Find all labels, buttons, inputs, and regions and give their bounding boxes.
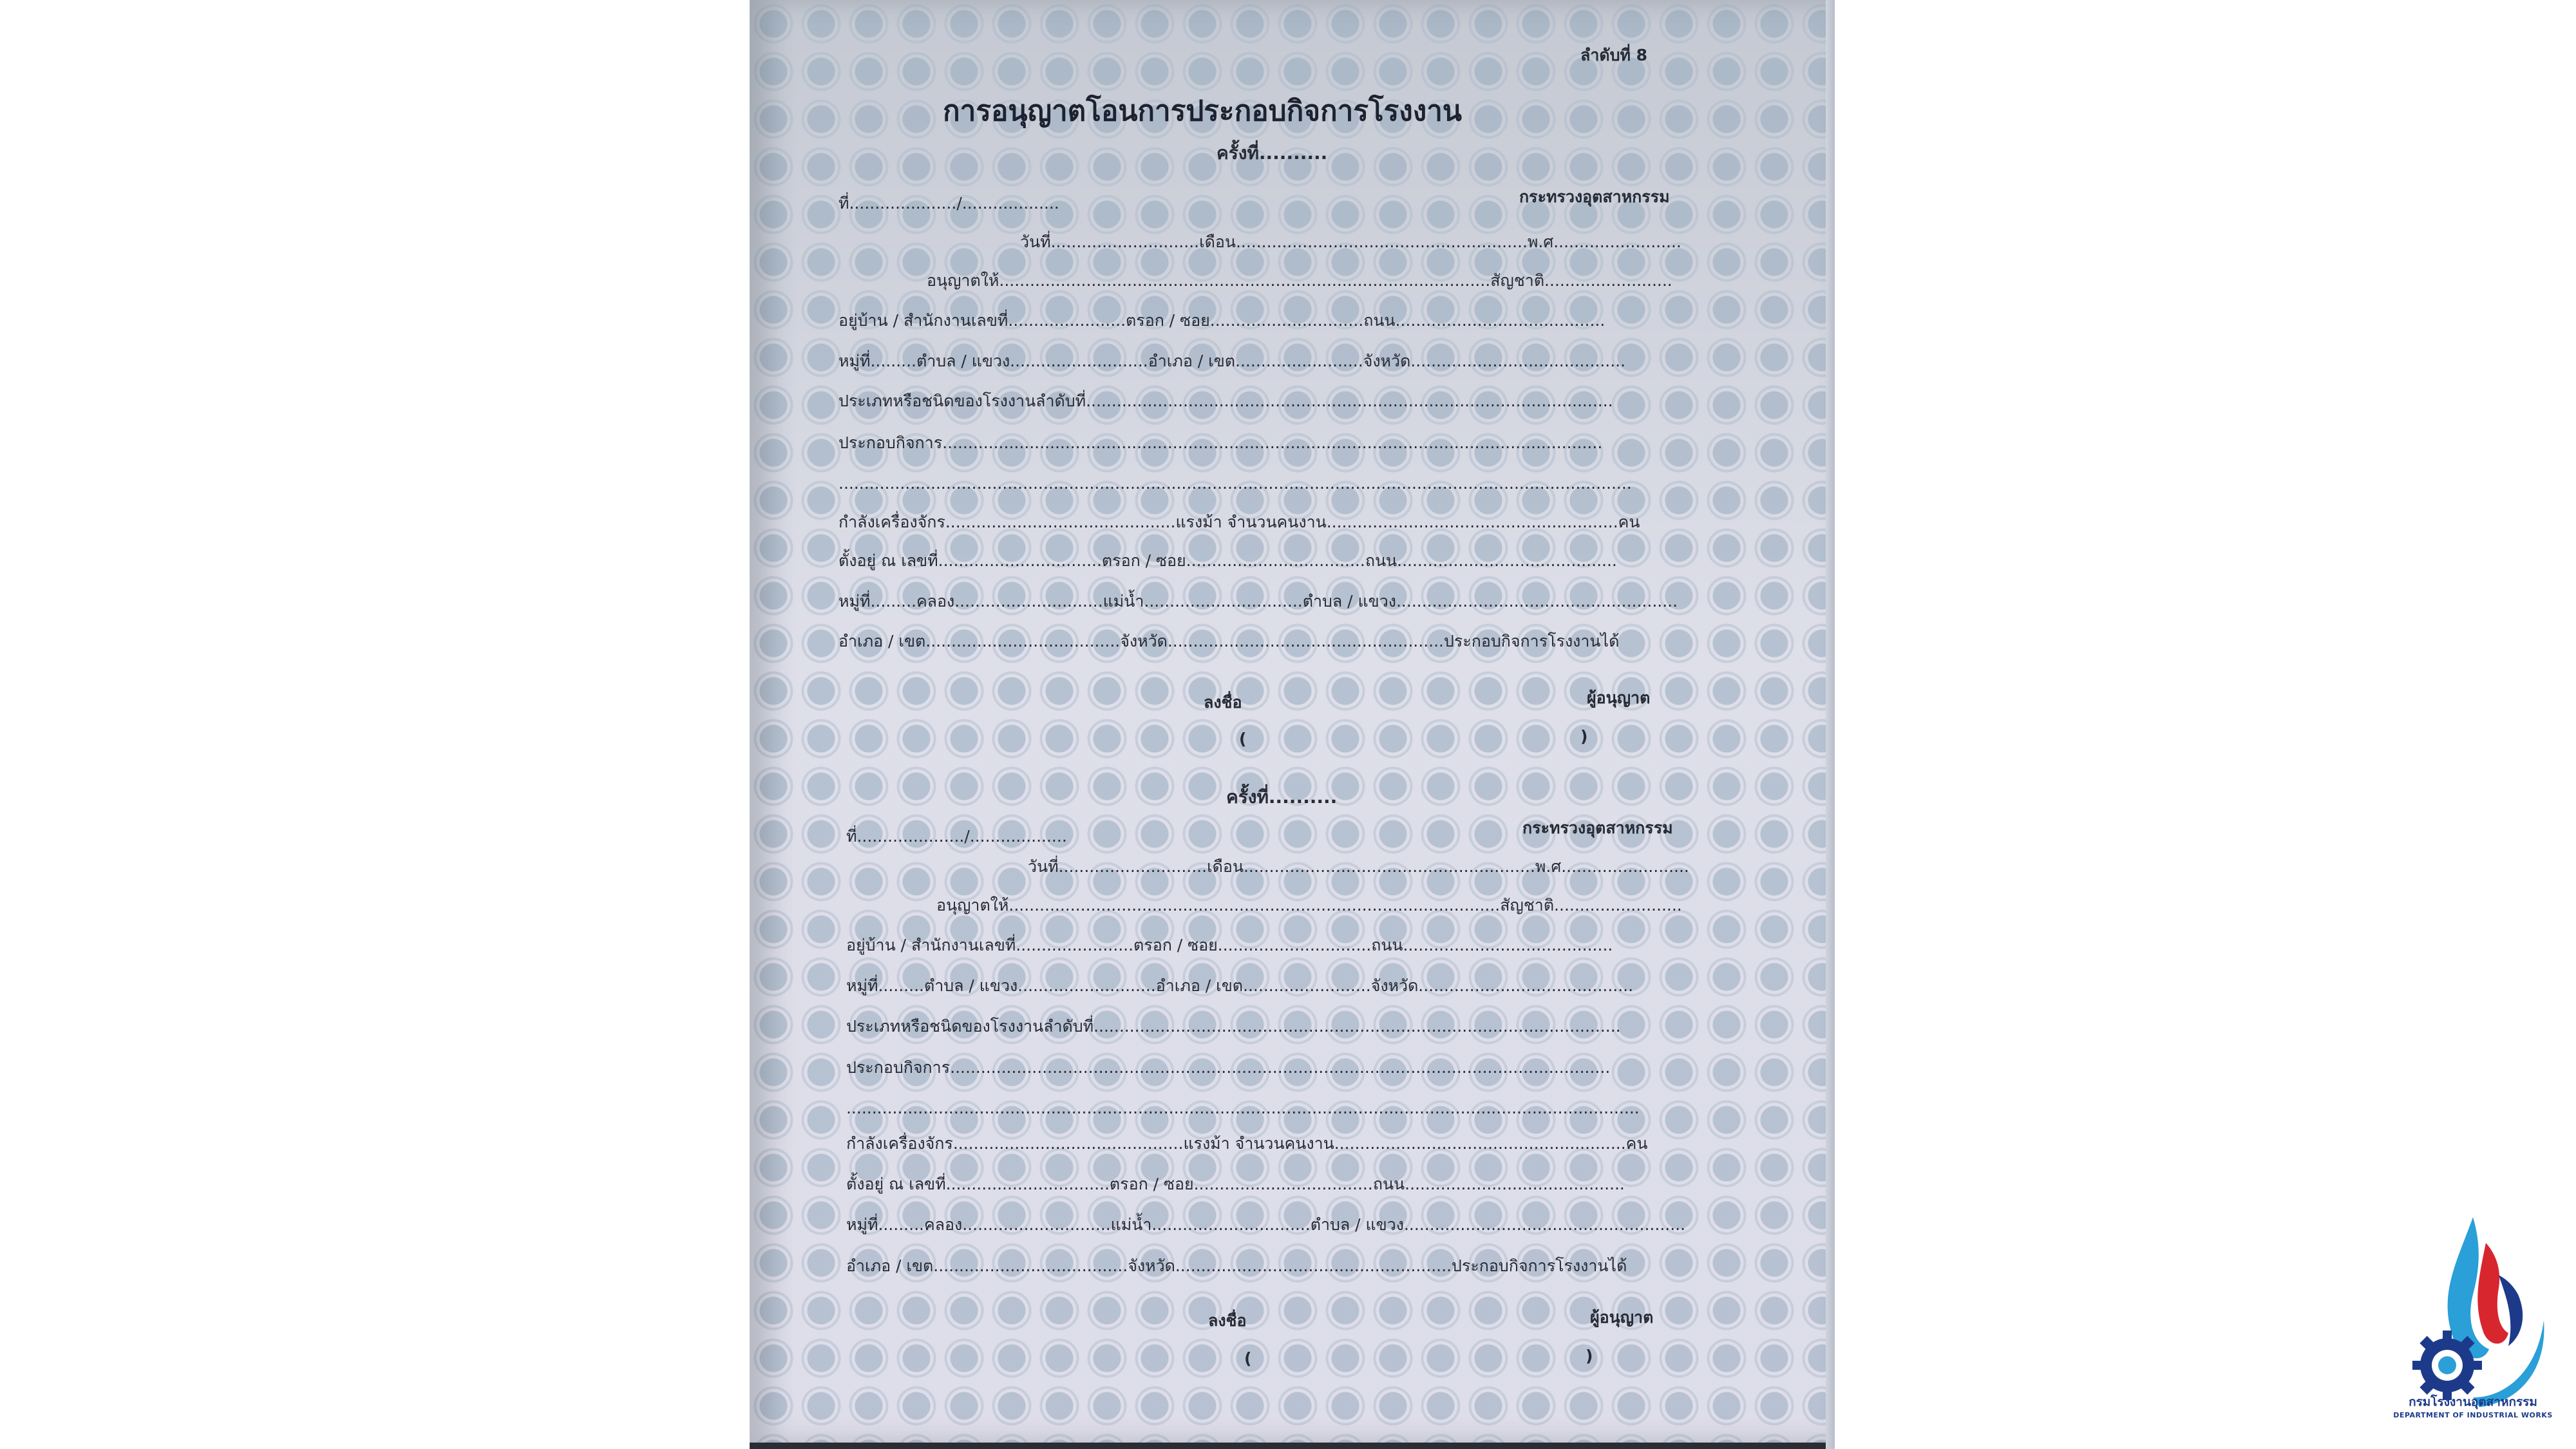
moo-subdistrict-field: หมู่ที่.........ตำบล / แขวง...........................อำเภอ / เขต.........................จังหวัด.......................................... — [846, 976, 1634, 995]
reference-number-field: ที่...................../................... — [846, 827, 1067, 846]
location-field: ตั้งอยู่ ณ เลขที่................................ตรอก / ซอย...................................ถนน........................................... — [838, 551, 1617, 570]
machine-power-field: กำลังเครื่องจักร.............................................แรงม้า จำนวนคนงาน.........................................................คน — [846, 1134, 1648, 1153]
signature-paren-close: ) — [1586, 1347, 1593, 1365]
signature-paren-open: ( — [1244, 1349, 1252, 1368]
permit-to-field: อนุญาตให้................................................................................................สัญชาติ......................... — [936, 896, 1682, 914]
ministry-label: กระทรวงอุตสาหกรรม — [1522, 819, 1673, 837]
location-field: ตั้งอยู่ ณ เลขที่................................ตรอก / ซอย...................................ถนน........................................... — [846, 1175, 1625, 1193]
round-label: ครั้งที่.......... — [1217, 142, 1328, 164]
sign-label: ลงชื่อ — [1204, 693, 1242, 712]
moo-canal-field: หมู่ที่.........คลอง.............................แม่น้ำ...............................ตำบล / แขวง....................................................... — [838, 592, 1678, 611]
business-continuation-field: ........................................................................................................................................................... — [846, 1099, 1640, 1117]
licensor-label: ผู้อนุญาต — [1590, 1308, 1654, 1327]
moo-canal-field: หมู่ที่.........คลอง.............................แม่น้ำ...............................ตำบล / แขวง....................................................... — [846, 1215, 1686, 1234]
address-field: อยู่บ้าน / สำนักงานเลขที่.......................ตรอก / ซอย..............................ถนน......................................... — [846, 936, 1613, 954]
licensor-label: ผู้อนุญาต — [1587, 688, 1651, 707]
business-field: ประกอบกิจการ................................................................................................................................. — [838, 433, 1603, 452]
reference-number-field: ที่...................../................... — [838, 194, 1059, 213]
signature-paren-open: ( — [1239, 730, 1247, 748]
department-logo-icon — [2376, 1204, 2570, 1423]
form-paper — [750, 0, 1826, 1443]
paper-stack-edge — [1826, 0, 1835, 1449]
signature-paren-close: ) — [1580, 727, 1588, 746]
sequence-label: ลำดับที่ 8 — [1580, 46, 1648, 64]
business-continuation-field: ........................................................................................................................................................... — [838, 474, 1632, 493]
department-name-english: DEPARTMENT OF INDUSTRIAL WORKS — [2393, 1411, 2553, 1419]
machine-power-field: กำลังเครื่องจักร.............................................แรงม้า จำนวนคนงาน.........................................................คน — [838, 513, 1640, 531]
form-title: การอนุญาตโอนการประกอบกิจการโรงงาน — [943, 95, 1462, 128]
sign-label: ลงชื่อ — [1208, 1311, 1247, 1330]
date-field: วันที่.............................เดือน.........................................................พ.ศ......................... — [1020, 232, 1681, 251]
moo-subdistrict-field: หมู่ที่.........ตำบล / แขวง...........................อำเภอ / เขต.........................จังหวัด.......................................... — [838, 352, 1626, 370]
permit-to-field: อนุญาตให้................................................................................................สัญชาติ......................... — [927, 271, 1672, 290]
district-field: อำเภอ / เขต......................................จังหวัด......................................................ประกอบกิจการโรงงานได้ — [838, 632, 1620, 650]
date-field: วันที่.............................เดือน.........................................................พ.ศ......................... — [1028, 857, 1689, 876]
department-name-thai: กรมโรงงานอุตสาหกรรม — [2409, 1395, 2537, 1409]
ministry-label: กระทรวงอุตสาหกรรม — [1519, 187, 1670, 206]
round-label: ครั้งที่.......... — [1226, 786, 1338, 808]
factory-type-field: ประเภทหรือชนิดของโรงงานลำดับที่....................................................................................................... — [846, 1017, 1621, 1036]
document-photo — [750, 0, 1832, 1449]
factory-type-field: ประเภทหรือชนิดของโรงงานลำดับที่....................................................................................................... — [838, 392, 1613, 410]
address-field: อยู่บ้าน / สำนักงานเลขที่.......................ตรอก / ซอย..............................ถนน......................................... — [838, 311, 1605, 330]
business-field: ประกอบกิจการ................................................................................................................................. — [846, 1058, 1611, 1077]
district-field: อำเภอ / เขต......................................จังหวัด......................................................ประกอบกิจการโรงงานได้ — [846, 1256, 1627, 1275]
